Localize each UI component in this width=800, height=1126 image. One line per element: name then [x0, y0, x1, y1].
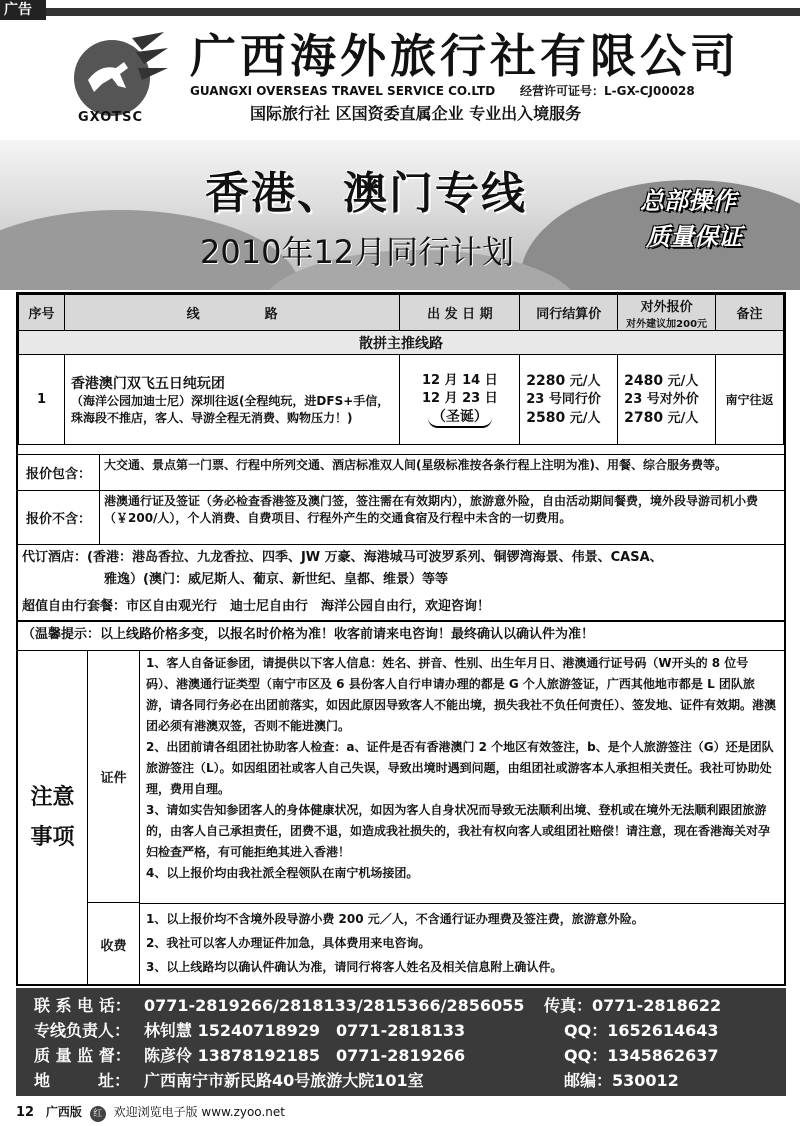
list-item: 2、出团前请各组团社协助客人检查：a、证件是否有香港澳门 2 个地区有效签注，b、是个人旅游签注（G）还是团队旅游签注（L）。如因组团社或客人自己失误，导致出境时遇到问题，由组团社或游客本人承担相关责任。我社可协助处理，费用自理。	[146, 740, 774, 796]
retail-price-2: 2780	[624, 409, 664, 426]
contact-panel	[16, 988, 786, 1096]
qq1-number: 1652614643	[607, 1021, 719, 1040]
fax-number: 0771-2818622	[592, 996, 722, 1015]
contact-quality-row	[34, 1044, 719, 1068]
header-retail-label: 对外报价	[640, 299, 693, 315]
list-item: 4、以上报价均由我社派全程领队在南宁机场接团。	[146, 866, 419, 880]
qq1-group	[564, 1019, 719, 1043]
qq1-label: QQ：	[564, 1021, 608, 1040]
section-row	[19, 331, 784, 355]
date-note: （圣诞）	[428, 408, 492, 428]
retail-price-1-unit: 元/人	[667, 373, 699, 389]
contact-address-row	[34, 1069, 679, 1093]
top-band	[46, 8, 800, 16]
manager-label: 专线负责人：	[34, 1021, 131, 1040]
contact-manager-row	[34, 1019, 719, 1043]
address-label: 地 址：	[34, 1071, 131, 1090]
company-name-cn: 广西海外旅行社有限公司	[190, 29, 740, 83]
route-table	[18, 294, 784, 445]
notes-section	[18, 650, 784, 984]
logo-text: GXOTSC	[78, 110, 144, 125]
retail-price-1: 2480	[624, 372, 664, 389]
list-item: 3、请如实告知参团客人的身体健康状况，如因为客人自身状况而导致无法顺利出境、登机或在境外无法顺利跟团旅游的，由客人自己承担责任，团费不退，如造成我社损失的，我社有权向客人或组团社赔偿！请注意，现在香港海关对孕妇检查严格，有可能拒绝其进入香港！	[146, 803, 771, 859]
header-peer-price: 同行结算价	[520, 295, 618, 331]
magazine-name: 广西版	[45, 1105, 82, 1119]
route-name: 香港澳门双飞五日纯玩团	[70, 375, 225, 392]
banner-subtitle: 2010年12月同行计划	[200, 233, 515, 271]
warm-tip: （温馨提示：以上线路价格多变，以报名时价格为准！收客前请来电咨询！最终确认以确认件为准！	[22, 627, 595, 642]
header-retail-price	[618, 295, 716, 331]
list-item: 2、我社可以客人办理证件加急，具体费用来电咨询。	[146, 936, 431, 950]
retail-price-cell	[618, 355, 716, 445]
peer-price-1-unit: 元/人	[569, 373, 601, 389]
header-route: 线 路	[64, 295, 400, 331]
phone-label: 联 系 电 话：	[34, 996, 131, 1015]
itinerary-panel	[16, 292, 786, 986]
zip-code: 530012	[612, 1071, 679, 1090]
route-remark: 南宁往返	[716, 355, 784, 445]
banner-title: 香港、澳门专线	[205, 168, 527, 219]
list-item: 1、以上报价均不含境外段导游小费 200 元／人，不含通行证办理费及签注费，旅游意外险。	[146, 912, 644, 926]
phone-numbers: 0771-2819266/2818133/2815366/2856055	[144, 996, 525, 1015]
freestyle-offer: 超值自由行套餐：市区自由观光行 迪士尼自由行 海洋公园自由行，欢迎咨询！	[22, 599, 491, 614]
retail-price-2-unit: 元/人	[667, 410, 699, 426]
date-cell	[400, 355, 520, 445]
list-item: 3、以上线路均以确认件确认为准，请同行将客人姓名及相关信息附上确认件。	[146, 960, 563, 974]
license-number: 经营许可证号：L-GX-CJ00028	[520, 84, 695, 98]
zip-group	[564, 1069, 679, 1093]
zip-label: 邮编：	[564, 1071, 613, 1090]
date-2: 12 月 23 日	[421, 390, 498, 406]
notes-docs	[146, 653, 778, 884]
page-footer	[16, 1104, 285, 1122]
header-no: 序号	[19, 295, 65, 331]
notes-title	[18, 651, 88, 984]
quality-label: 质 量 监 督：	[34, 1046, 131, 1065]
magazine-badge-icon: 红	[90, 1106, 106, 1122]
list-item: 1、客人自备证参团，请提供以下客人信息：姓名、拼音、性别、出生年月日、港澳通行证号码（W开头的 8 位号码）、港澳通行证类型（南宁市区及 6 县份客人自行申请办理的都是 G 个人旅游签证，广西其他地市都是 L 团队旅游，请各同行务必在出团前落实，如因此原因导致客人不能出境，损失我社不负任何责任）、签发地、证件有效期。港澳团必须有港澳双签，否则不能进澳门。	[146, 656, 777, 733]
notes-cat-fees: 收费	[88, 903, 140, 985]
company-tagline: 国际旅行社 区国资委直属企业 专业出入境服务	[250, 104, 582, 123]
peer-price-cell	[520, 355, 618, 445]
quality-info: 陈彦伶 13878192185 0771-2819266	[144, 1046, 466, 1065]
includes-text: 大交通、景点第一门票、行程中所列交通、酒店标准双人间(星级标准按各条行程上注明为准)、用餐、综合服务费等。	[104, 458, 727, 472]
manager-info: 林钊慧 15240718929 0771-2818133	[144, 1021, 466, 1040]
header-remark: 备注	[716, 295, 784, 331]
company-name-en: GUANGXI OVERSEAS TRAVEL SERVICE CO.LTD	[190, 84, 496, 98]
header-date: 出 发 日 期	[400, 295, 520, 331]
includes-block	[18, 454, 784, 490]
notes-divider	[140, 903, 784, 904]
route-desc: （海洋公园加迪士尼）深圳往返(全程纯玩，进DFS+手信，珠海段不推店，客人、导游全程无消费、购物压力！)	[70, 393, 390, 425]
peer-price-mid: 23 号同行价	[526, 391, 601, 407]
slogan-headquarters: 总部操作	[640, 187, 736, 215]
route-cell	[64, 355, 400, 445]
hotels-line-1: 代订酒店：(香港：港岛香拉、九龙香拉、四季、JW 万豪、海港城马可波罗系列、铜锣湾海景、伟景、CASA、	[22, 550, 663, 565]
table-header	[19, 295, 784, 331]
route-no: 1	[19, 355, 65, 445]
excludes-text: 港澳通行证及签证（务必检查香港签及澳门签，签注需在有效期内），旅游意外险，自由活动期间餐费，境外段导游司机小费（￥200/人），个人消费、自费项目、行程外产生的交通食宿及行程中未含的一切费用。	[104, 494, 759, 525]
qq2-number: 1345862637	[607, 1046, 719, 1065]
qq2-group	[564, 1044, 719, 1068]
peer-price-2-unit: 元/人	[569, 410, 601, 426]
includes-label: 报价包含：	[18, 455, 100, 490]
retail-price-mid: 23 号对外价	[624, 391, 699, 407]
notes-title-2: 事项	[30, 824, 75, 850]
excludes-label: 报价不含：	[18, 491, 100, 544]
address: 广西南宁市新民路40号旅游大院101室	[144, 1071, 424, 1090]
hotels-block	[18, 544, 784, 596]
contact-phone-row	[34, 994, 721, 1018]
notes-fees	[146, 907, 778, 979]
qq2-label: QQ：	[564, 1046, 608, 1065]
section-title: 散拼主推线路	[19, 331, 784, 355]
date-1: 12 月 14 日	[421, 372, 498, 388]
table-row	[19, 355, 784, 445]
slogan-quality: 质量保证	[646, 223, 742, 251]
fax-label: 传真：	[544, 996, 593, 1015]
notes-title-1: 注意	[30, 784, 75, 810]
ad-tag: 广告	[0, 0, 46, 20]
peer-price-1: 2280	[526, 372, 566, 389]
page-number: 12	[16, 1105, 35, 1120]
peer-price-2: 2580	[526, 409, 566, 426]
footer-text: 欢迎浏览电子版 www.zyoo.net	[113, 1105, 285, 1119]
notes-cat-docs: 证件	[88, 651, 140, 903]
hotels-line-2: 雅逸）(澳门：威尼斯人、葡京、新世纪、皇都、维景）等等	[104, 572, 448, 587]
header-retail-note: 对外建议加200元	[626, 318, 708, 330]
excludes-block	[18, 490, 784, 544]
